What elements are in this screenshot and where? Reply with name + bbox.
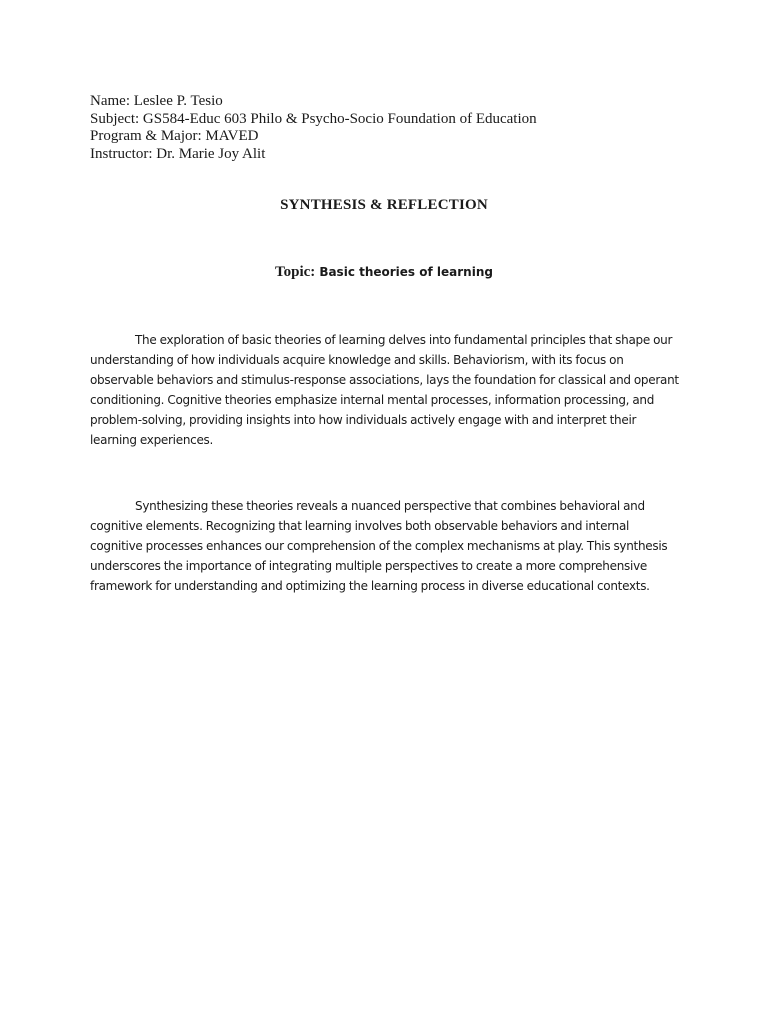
document-title: SYNTHESIS & REFLECTION <box>280 197 488 213</box>
program-line: Program & Major: MAVED <box>90 128 259 145</box>
instructor-line: Instructor: Dr. Marie Joy Alit <box>90 146 266 163</box>
paragraph-exploration: The exploration of basic theories of learning delves into fundamental principles that shape our understanding of how individuals acquire knowledge and skills. Behaviorism, with its focus on observable behaviors and stimulus-response associations, lays the foundation for classical and operant conditioning. Cognitive theories emphasize internal mental processes, information processing, and problem-solving, providing insights into how individuals actively engage with and interpret their learning experiences. <box>90 333 679 448</box>
student-name: Name: Leslee P. Tesio <box>90 93 223 109</box>
subject-line: Subject: GS584-Educ 603 Philo & Psycho-Socio Foundation of Education <box>90 110 537 127</box>
topic-value: Basic theories of learning <box>319 265 493 279</box>
topic-line <box>0 263 768 281</box>
topic-label: Topic: <box>275 264 316 280</box>
paragraph-synthesis: Synthesizing these theories reveals a nuanced perspective that combines behavioral and cognitive elements. Recognizing that learning involves both observable behaviors and internal cognitive processes enhances our comprehension of the complex mechanisms at play. This synthesis underscores the importance of integrating multiple perspectives to create a more comprehensive framework for understanding and optimizing the learning process in diverse educational contexts. <box>90 499 668 594</box>
document-header <box>90 93 690 164</box>
